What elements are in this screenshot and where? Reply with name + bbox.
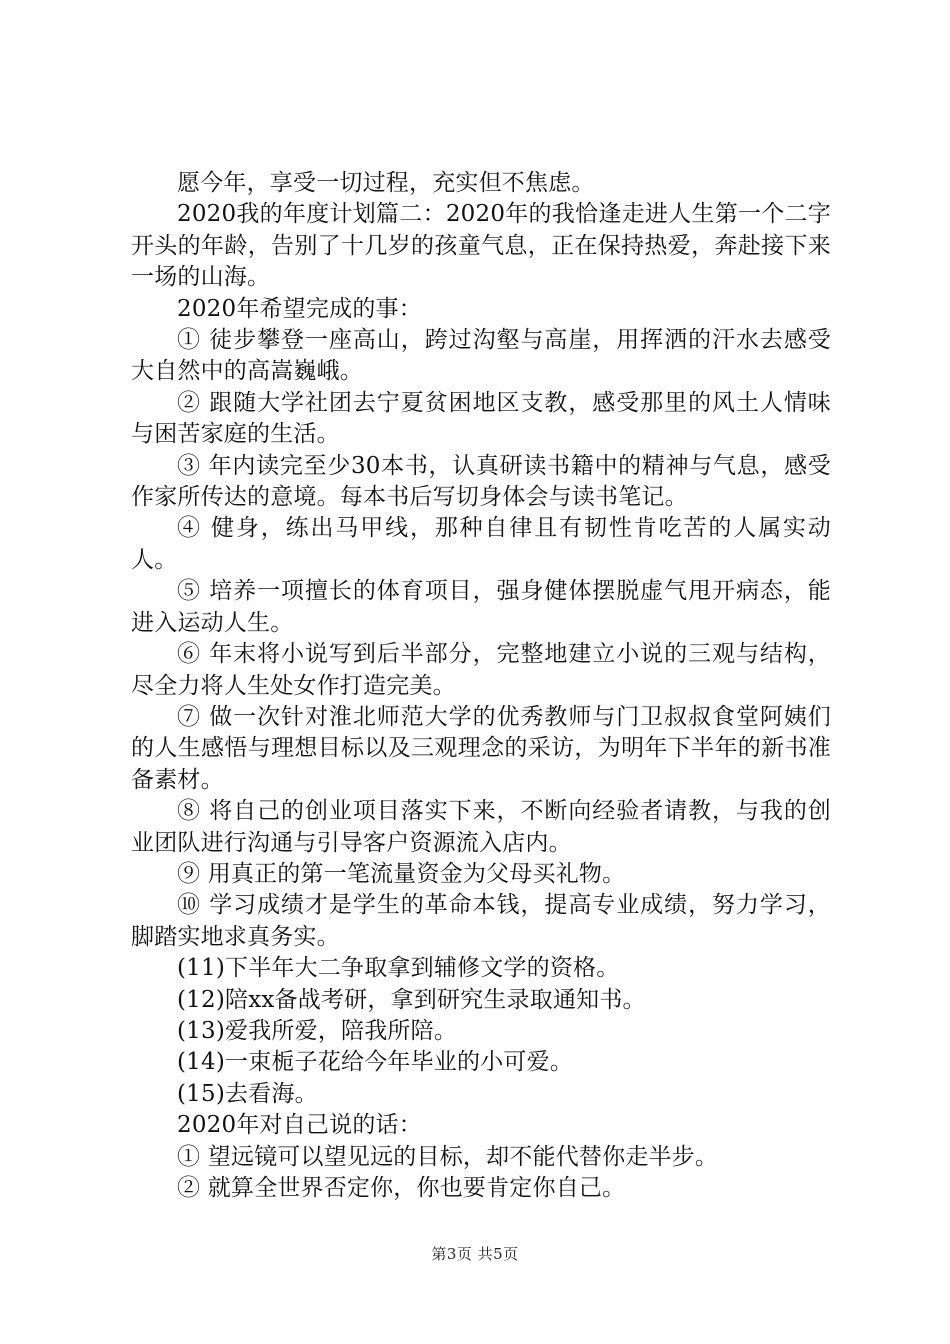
list-item-goal-8: ⑧ 将自己的创业项目落实下来，不断向经验者请教，与我的创业团队进行沟通与引导客户资源流入店内。 bbox=[131, 798, 831, 856]
list-item-goal-5: ⑤ 培养一项擅长的体育项目，强身健体摆脱虚气甩开病态，能进入运动人生。 bbox=[131, 578, 831, 636]
list-item-goal-13: (13)爱我所爱，陪我所陪。 bbox=[177, 1017, 458, 1044]
list-item-goal-7: ⑦ 做一次针对淮北师范大学的优秀教师与门卫叔叔食堂阿姨们的人生感悟与理想目标以及三观理念的采访，为明年下半年的新书准备素材。 bbox=[131, 703, 831, 793]
list-item-goal-6: ⑥ 年末将小说写到后半部分，完整地建立小说的三观与结构，尽全力将人生处女作打造完美。 bbox=[131, 641, 831, 699]
page-number-footer: 第3页 共5页 bbox=[431, 1245, 519, 1263]
document-body bbox=[131, 168, 831, 1204]
list-item-goal-1: ① 徒步攀登一座高山，跨过沟壑与高崖，用挥洒的汗水去感受大自然中的高嵩巍峨。 bbox=[131, 327, 831, 385]
paragraph-plan-intro: 2020我的年度计划篇二：2020年的我恰逢走进人生第一个二字开头的年龄，告别了十几岁的孩童气息，正在保持热爱，奔赴接下来一场的山海。 bbox=[131, 201, 831, 291]
list-item-goal-10: ⑩ 学习成绩才是学生的革命本钱，提高专业成绩，努力学习，脚踏实地求真务实。 bbox=[131, 892, 831, 950]
list-item-goal-3: ③ 年内读完至少30本书，认真研读书籍中的精神与气息，感受作家所传达的意境。每本书后写切身体会与读书笔记。 bbox=[131, 452, 831, 511]
list-item-goal-2: ② 跟随大学社团去宁夏贫困地区支教，感受那里的风土人情味与困苦家庭的生活。 bbox=[131, 389, 831, 448]
paragraph-words-heading: 2020年对自己说的话： bbox=[177, 1112, 422, 1139]
list-item-goal-14: (14)一束栀子花给今年毕业的小可爱。 bbox=[177, 1049, 574, 1076]
paragraph-closing-wish: 愿今年，享受一切过程，充实但不焦虑。 bbox=[177, 170, 595, 196]
paragraph-goals-heading: 2020年希望完成的事： bbox=[177, 295, 422, 322]
list-item-goal-9: ⑨ 用真正的第一笔流量资金为父母买礼物。 bbox=[177, 860, 626, 887]
list-item-goal-11: (11)下半年大二争取拿到辅修文学的资格。 bbox=[177, 955, 620, 982]
list-item-goal-12: (12)陪xx备战考研，拿到研究生录取通知书。 bbox=[177, 986, 646, 1013]
list-item-words-1: ① 望远镜可以望见远的目标，却不能代替你走半步。 bbox=[177, 1143, 719, 1170]
list-item-goal-15: (15)去看海。 bbox=[177, 1080, 318, 1107]
list-item-goal-4: ④ 健身，练出马甲线，那种自律且有韧性肯吃苦的人属实动人。 bbox=[131, 515, 831, 573]
list-item-words-2: ② 就算全世界否定你，你也要肯定你自己。 bbox=[177, 1175, 626, 1201]
